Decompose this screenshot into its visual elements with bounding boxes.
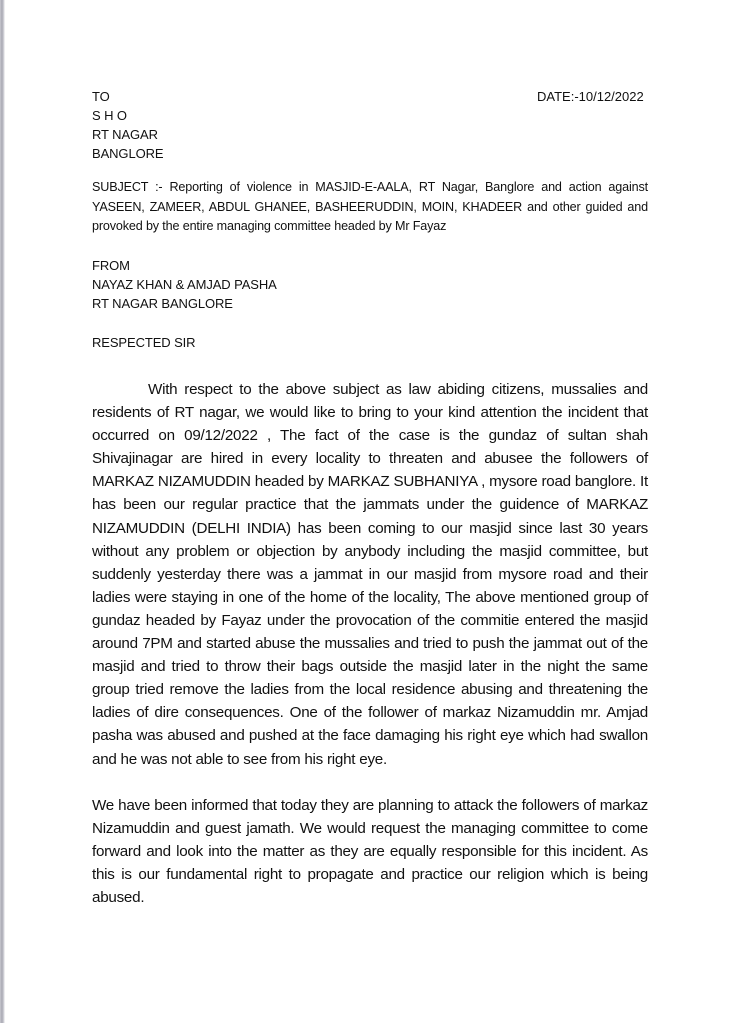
salutation: RESPECTED SIR [92,335,196,350]
sender-address: RT NAGAR BANGLORE [92,296,233,311]
recipient-city: BANGLORE [92,146,164,161]
recipient-title: S H O [92,108,127,123]
to-label: TO [92,89,110,104]
recipient-area: RT NAGAR [92,127,158,142]
body-paragraph-1: With respect to the above subject as law abiding citizens, mussalies and residents of RT nagar, we would like to bring to your kind attention the incident that occurred on 09/12/2022 , The fact of the case is the gundaz of sultan shah Shivajinagar are hired in every locality to threaten and abusee the followers of MARKAZ NIZAMUDDIN headed by MARKAZ SUBHANIYA , mysore road banglore. It has been our regular practice that the jammats under the guidence of MARKAZ NIZAMUDDIN (DELHI INDIA) has been coming to our masjid since last 30 years without any problem or objection by anybody including the masjid committee, but suddenly yesterday there was a jammat in our masjid from mysore road and their ladies were staying in one of the home of the locality, The above mentioned group of gundaz headed by Fayaz under the provocation of the commitie entered the masjid around 7PM and started abuse the mussalies and tried to push the jammat out of the masjid and tried to throw their bags outside the masjid later in the night the same group tried remove the ladies from the local residence abusing and threatening the ladies of dire consequences. One of the follower of markaz Nizamuddin mr. Amjad pasha was abused and pushed at the face damaging his right eye which had swallon and he was not able to see from his right eye. [92,381,648,768]
sender-names: NAYAZ KHAN & AMJAD PASHA [92,277,277,292]
body-paragraph-2: We have been informed that today they are planning to attack the followers of markaz Nizamuddin and guest jamath. We would request the managing committee to come forward and look into the matter as they are equally responsible for this incident. As this is our fundamental right to propagate and practice our religion which is being abused. [92,797,648,907]
from-label: FROM [92,258,130,273]
letter-date: DATE:-10/12/2022 [537,89,644,104]
letter-subject: SUBJECT :- Reporting of violence in MASJID-E-AALA, RT Nagar, Banglore and action against YASEEN, ZAMEER, ABDUL GHANEE, BASHEERUDDIN, MOIN, KHADEER and other guided and provoked by the entire managing committee headed by Mr Fayaz [92,180,648,233]
